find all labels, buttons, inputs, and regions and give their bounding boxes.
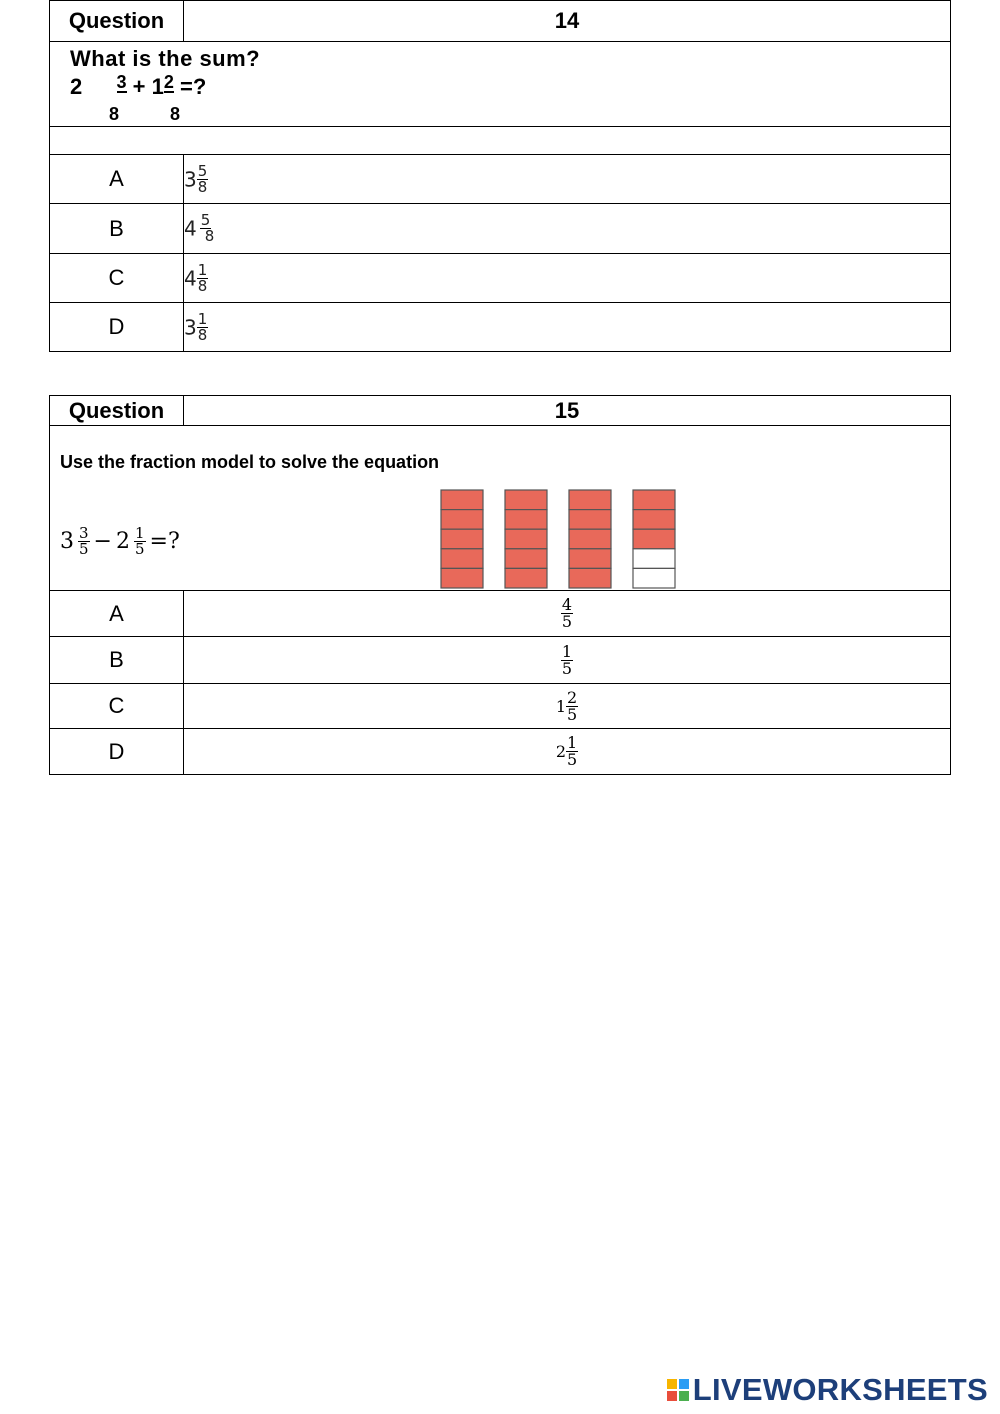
fraction-part [441,529,483,549]
fraction-part [633,510,675,530]
expr-plus: + 1 [132,74,164,99]
option-row-b[interactable] [50,637,951,684]
option-answer[interactable]: 2 $\frac{1}{5}$ [184,729,951,775]
option-answer[interactable]: 4 $\frac{5}{8}$ [184,204,951,254]
logo-square [667,1379,677,1389]
option-letter: D [50,303,184,352]
fraction-part [441,490,483,510]
option-row-c[interactable] [50,684,951,729]
fraction-model [440,489,680,591]
fraction-part [505,490,547,510]
option-row-d[interactable] [50,729,951,775]
question-label: Question [50,396,184,426]
expr-denominator-1: 8 [109,104,120,124]
fraction-part [569,510,611,530]
question-number: 15 [184,396,951,426]
option-row-b[interactable] [50,204,951,254]
fraction-part [633,549,675,569]
question-label: Question [50,1,184,42]
expr-equals: =? [179,74,207,99]
logo-mark-icon [667,1379,689,1401]
fraction-part [505,549,547,569]
option-letter: D [50,729,184,775]
question-14-prompt-cell [50,42,951,127]
logo-square [679,1379,689,1389]
expr-denominator-2: 8 [170,104,181,124]
question-15-equation: 3 $\frac{3}{5}$ − 2 $\frac{1}{5}$ =? [60,524,180,558]
logo-square [679,1391,689,1401]
option-row-a[interactable] [50,155,951,204]
option-answer[interactable]: 3 $\frac{5}{8}$ [184,155,951,204]
question-15-table [49,395,951,775]
fraction-part [505,529,547,549]
option-answer[interactable]: 3 $\frac{1}{8}$ [184,303,951,352]
question-14-prompt: What is the sum? [70,46,261,71]
fraction-part [633,529,675,549]
option-answer[interactable]: 1 $\frac{2}{5}$ [184,684,951,729]
question-14-expression [70,74,206,100]
option-row-d[interactable] [50,303,951,352]
question-15-body-cell [50,426,951,591]
fraction-part [633,490,675,510]
fraction-part [441,549,483,569]
expr-whole-1: 2 [70,74,83,99]
option-letter: B [50,637,184,684]
fraction-part [569,490,611,510]
option-answer[interactable]: $\frac{4}{5}$ [184,591,951,637]
spacer-row [50,127,951,155]
fraction-part [441,568,483,588]
fraction-part [569,568,611,588]
option-letter: A [50,155,184,204]
question-14-table [49,0,951,352]
expr-numerator-1: 3 [116,72,127,92]
expr-numerator-2: 2 [163,72,174,92]
option-letter: C [50,254,184,303]
question-number: 14 [184,1,951,42]
option-answer[interactable]: 4 $\frac{1}{8}$ [184,254,951,303]
logo-square [667,1391,677,1401]
fraction-part [569,529,611,549]
fraction-part [441,510,483,530]
liveworksheets-logo [667,1372,988,1408]
option-letter: C [50,684,184,729]
option-answer[interactable]: $\frac{1}{5}$ [184,637,951,684]
option-letter: B [50,204,184,254]
question-15-prompt: Use the fraction model to solve the equation [60,452,440,472]
fraction-part [505,510,547,530]
fraction-part [505,568,547,588]
logo-text: LIVEWORKSHEETS [692,1372,988,1407]
fraction-part [633,568,675,588]
option-row-c[interactable] [50,254,951,303]
fraction-part [569,549,611,569]
option-row-a[interactable] [50,591,951,637]
option-letter: A [50,591,184,637]
